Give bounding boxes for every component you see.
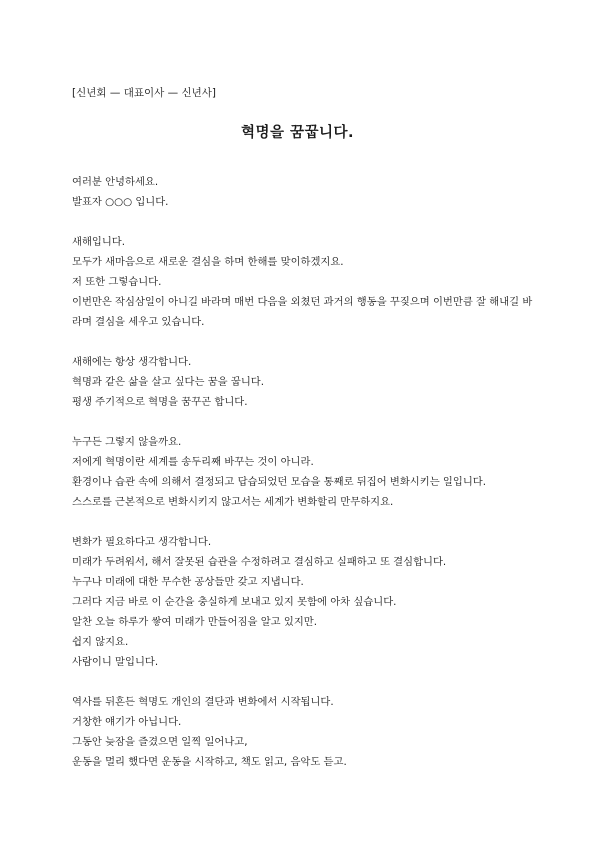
- text-line: 여러분 안녕하세요.: [72, 176, 159, 188]
- paragraph: [72, 232, 542, 332]
- speech-body: [72, 172, 542, 792]
- text-line: 누구든 그렇지 않을까요.: [72, 436, 182, 448]
- text-line: 저 또한 그렇습니다.: [72, 276, 162, 288]
- document-title: 혁명을 꿈꿉니다.: [240, 125, 355, 141]
- document-header: [신년회 — 대표이사 — 신년사]: [72, 87, 216, 99]
- text-line: 새해입니다.: [72, 236, 126, 248]
- text-line: 누구나 미래에 대한 무수한 공상들만 갖고 지냅니다.: [72, 576, 304, 588]
- text-line: 저에게 혁명이란 세계를 송두리째 바꾸는 것이 아니라.: [72, 456, 314, 468]
- text-line: 역사를 뒤흔든 혁명도 개인의 결단과 변화에서 시작됩니다.: [72, 696, 334, 708]
- paragraph: [72, 432, 542, 512]
- text-line: 이번만은 작심삼일이 아니길 바라며 매번 다음을 외쳤던 과거의 행동을 꾸짖으며 이번만큼 잘 해내길 바라며 결심을 세우고 있습니다.: [72, 296, 533, 328]
- text-line: 거창한 얘기가 아닙니다.: [72, 716, 182, 728]
- text-line: 발표자 ○○○ 입니다.: [72, 196, 169, 208]
- text-line: 그동안 늦잠을 즐겼으면 일찍 일어나고,: [72, 736, 248, 748]
- paragraph: [72, 172, 542, 212]
- paragraph: [72, 352, 542, 412]
- text-line: 새해에는 항상 생각합니다.: [72, 356, 192, 368]
- paragraph: [72, 532, 542, 672]
- paragraph: [72, 692, 542, 772]
- text-line: 그러다 지금 바로 이 순간을 충실하게 보내고 있지 못함에 아차 싶습니다.: [72, 596, 397, 608]
- text-line: 운동을 멀리 했다면 운동을 시작하고, 책도 읽고, 음악도 듣고.: [72, 756, 347, 768]
- text-line: 변화가 필요하다고 생각합니다.: [72, 536, 212, 548]
- text-line: 쉽지 않지요.: [72, 636, 129, 648]
- text-line: 미래가 두려워서, 해서 잘못된 습관을 수정하려고 결심하고 실패하고 또 결심합니다.: [72, 556, 447, 568]
- text-line: 스스로를 근본적으로 변화시키지 않고서는 세계가 변화할리 만무하지요.: [72, 496, 394, 508]
- text-line: 모두가 새마음으로 새로운 결심을 하며 한해를 맞이하겠지요.: [72, 256, 344, 268]
- text-line: 혁명과 같은 삶을 살고 싶다는 꿈을 꿉니다.: [72, 376, 265, 388]
- text-line: 환경이나 습관 속에 의해서 결정되고 답습되었던 모습을 통째로 뒤집어 변화시키는 일입니다.: [72, 476, 486, 488]
- text-line: 알찬 오늘 하루가 쌓여 미래가 만들어짐을 알고 있지만.: [72, 616, 318, 628]
- text-line: 평생 주기적으로 혁명을 꿈꾸곤 합니다.: [72, 396, 248, 408]
- text-line: 사람이니 말입니다.: [72, 656, 159, 668]
